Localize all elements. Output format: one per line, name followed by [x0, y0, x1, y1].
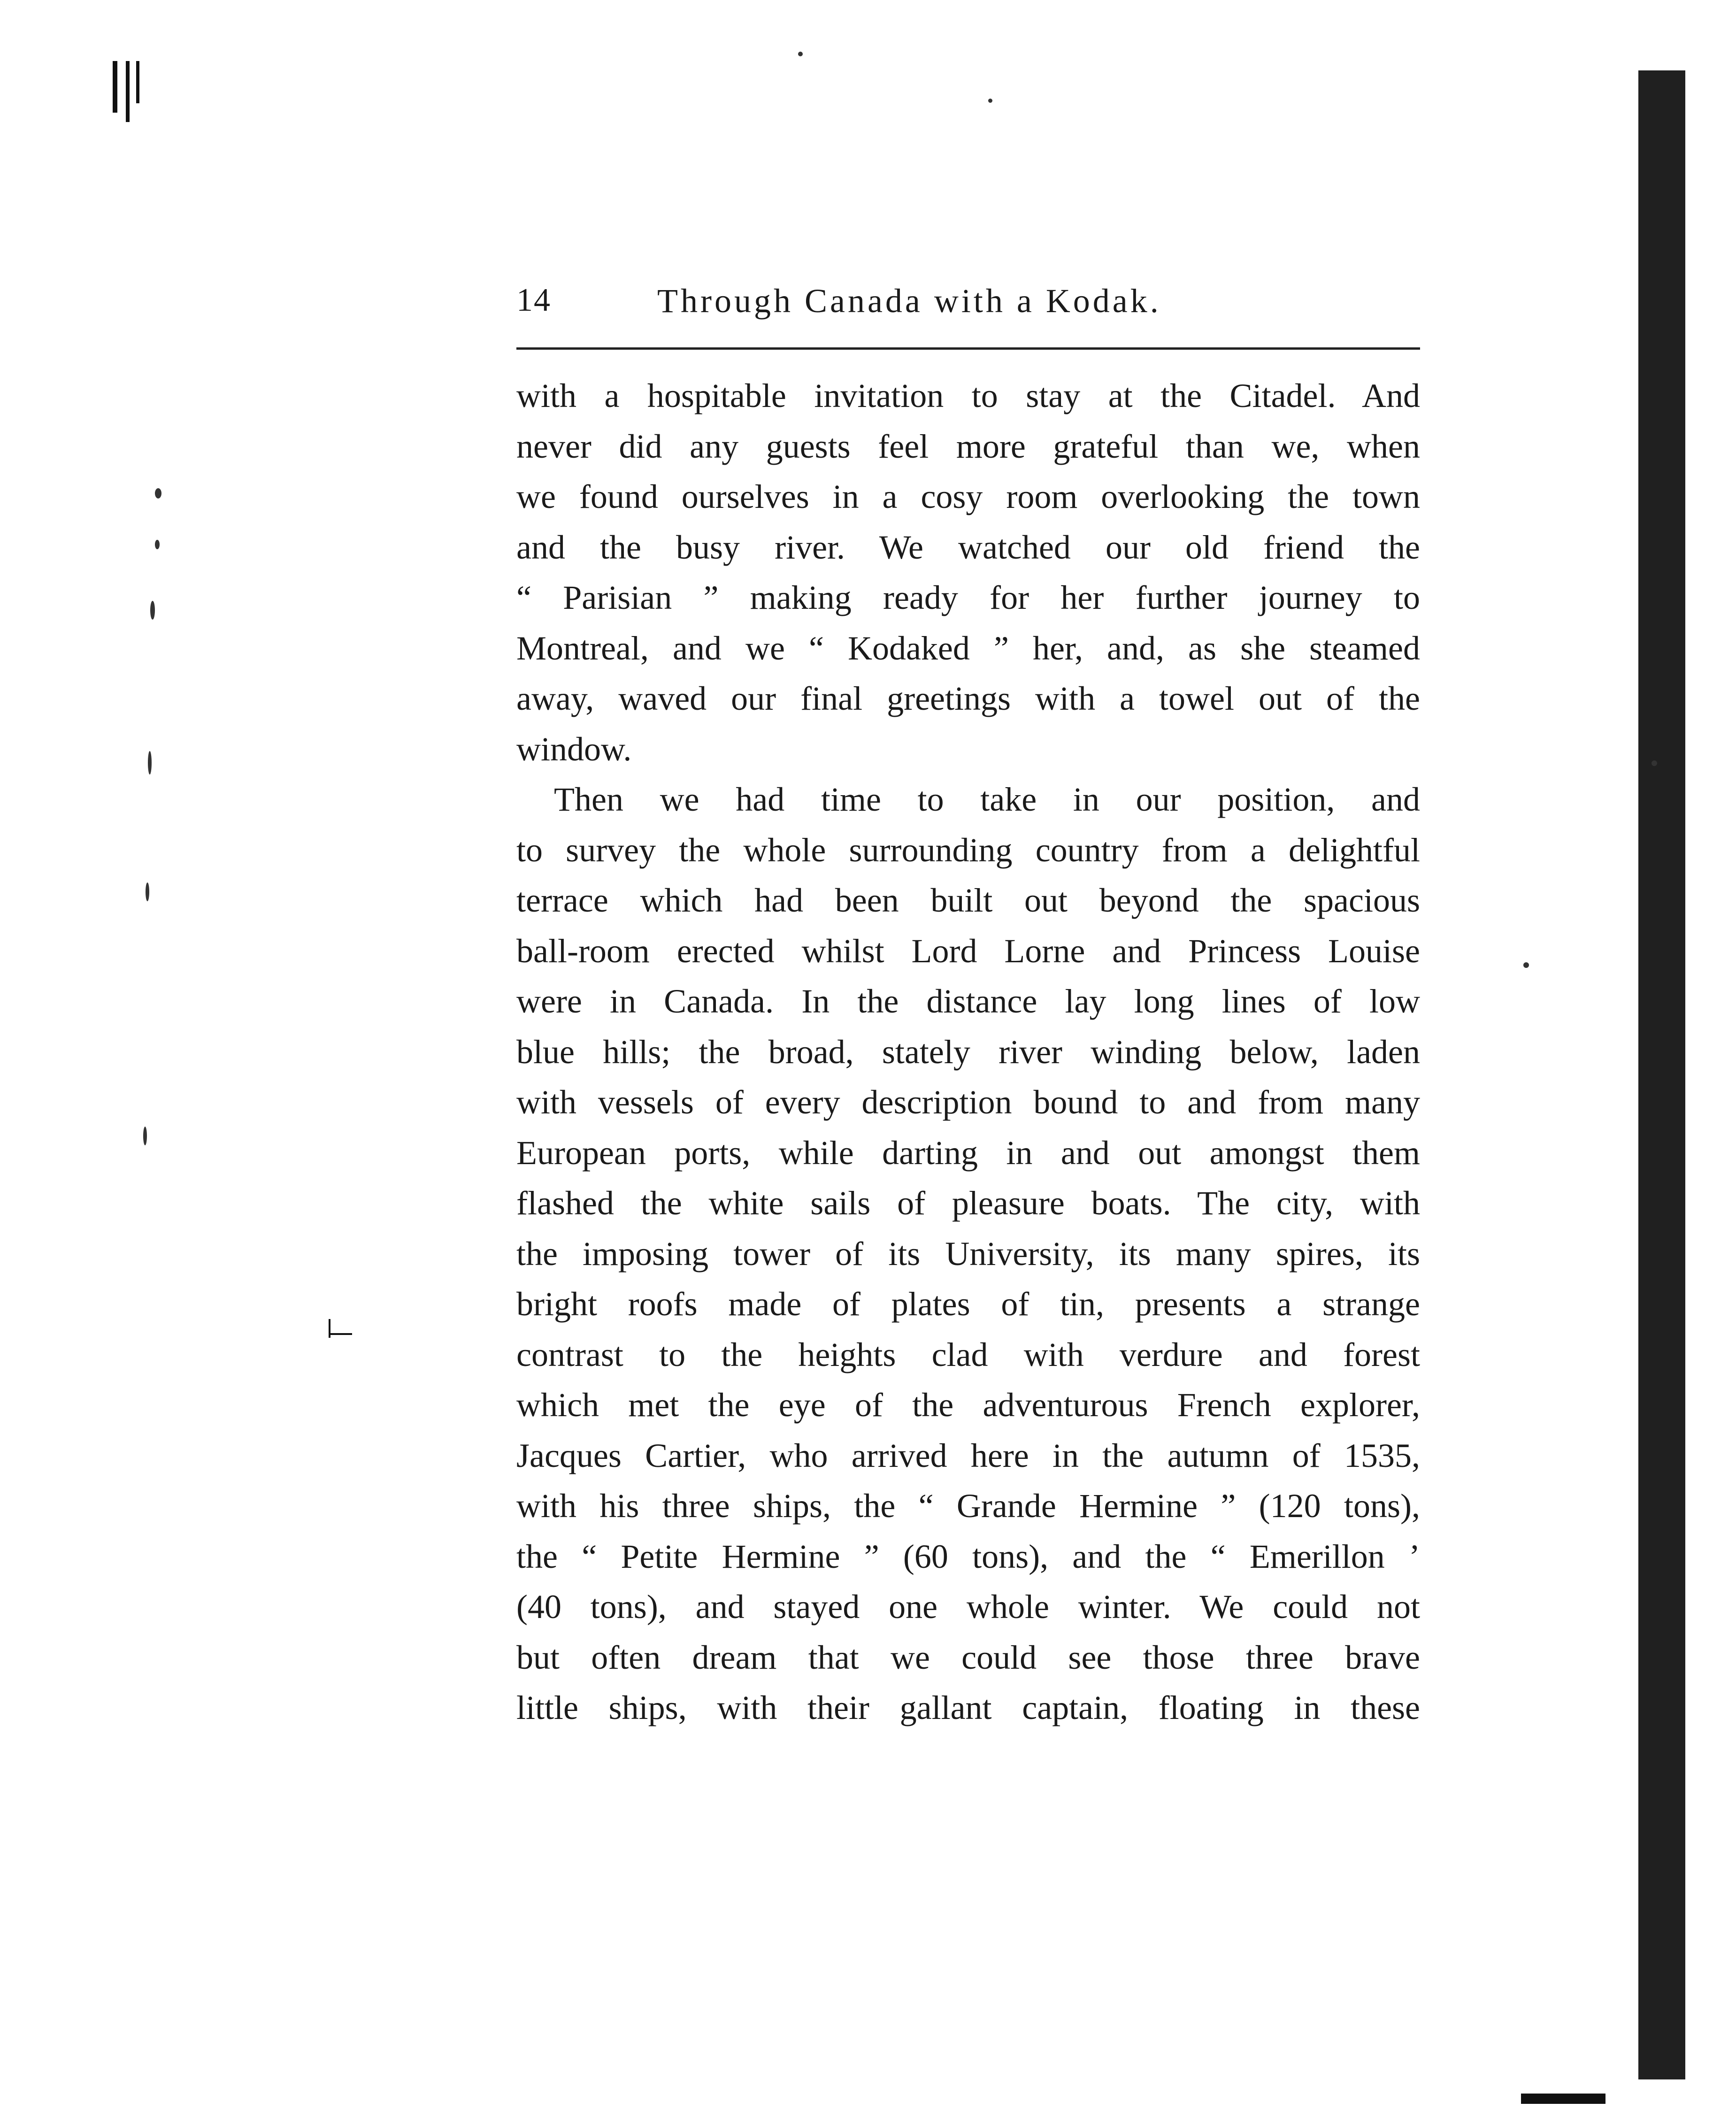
- header-rule: [516, 347, 1420, 350]
- text-line: the “ Petite Hermine ” (60 tons), and the “ Emerillon ’: [516, 1537, 1420, 1575]
- scan-speck: [1523, 962, 1529, 968]
- text-line: with his three ships, the “ Grande Hermine ” (120 tons),: [516, 1487, 1420, 1525]
- running-header: [516, 272, 1420, 324]
- text-line: flashed the white sails of pleasure boats. The city, with: [516, 1184, 1420, 1222]
- scan-edge-bar-bottom: [1521, 2094, 1605, 2104]
- scan-line-mark: [329, 1319, 330, 1338]
- text-line: the imposing tower of its University, its many spires, its: [516, 1235, 1420, 1273]
- text-line: (40 tons), and stayed one whole winter. We could not: [516, 1588, 1420, 1626]
- scan-speck: [1652, 760, 1657, 766]
- scan-speck: [155, 488, 161, 499]
- text-line: contrast to the heights clad with verdure and forest: [516, 1335, 1420, 1373]
- scan-speck: [155, 540, 160, 549]
- text-line: little ships, with their gallant captain, floating in these: [516, 1689, 1420, 1726]
- running-title: Through Canada with a Kodak.: [657, 282, 1161, 320]
- scan-edge-mark-left-2: [126, 61, 130, 122]
- text-line: bright roofs made of plates of tin, presents a strange: [516, 1285, 1420, 1323]
- paragraph: [516, 371, 1420, 775]
- text-line: which met the eye of the adventurous French explorer,: [516, 1386, 1420, 1424]
- text-line: “ Parisian ” making ready for her further journey to: [516, 579, 1420, 616]
- scan-line-mark: [329, 1333, 352, 1335]
- text-line: we found ourselves in a cosy room overlooking the town: [516, 478, 1420, 515]
- text-line: away, waved our final greetings with a towel out of the: [516, 680, 1420, 717]
- scan-speck: [143, 1127, 147, 1145]
- scan-speck: [148, 751, 152, 775]
- text-line: but often dream that we could see those three brave: [516, 1638, 1420, 1676]
- text-line: Montreal, and we “ Kodaked ” her, and, as she steamed: [516, 629, 1420, 667]
- paragraph: [516, 775, 1420, 1733]
- text-line: never did any guests feel more grateful than we, when: [516, 427, 1420, 465]
- scan-speck: [146, 882, 149, 901]
- scan-speck: [798, 52, 803, 56]
- text-line: with a hospitable invitation to stay at the Citadel. And: [516, 377, 1420, 414]
- scan-edge-mark-left: [113, 61, 117, 113]
- text-line: ball-room erected whilst Lord Lorne and Princess Louise: [516, 932, 1420, 970]
- scan-speck: [150, 601, 155, 620]
- scan-edge-bar-right: [1638, 70, 1685, 2079]
- text-line: with vessels of every description bound to and from many: [516, 1083, 1420, 1121]
- text-line: were in Canada. In the distance lay long lines of low: [516, 982, 1420, 1020]
- text-line: blue hills; the broad, stately river winding below, laden: [516, 1033, 1420, 1071]
- page-number: 14: [516, 282, 551, 318]
- scan-edge-mark-left-3: [136, 61, 139, 103]
- scan-speck: [988, 99, 992, 103]
- text-line: terrace which had been built out beyond the spacious: [516, 882, 1420, 919]
- text-line: window.: [516, 730, 632, 768]
- text-line: to survey the whole surrounding country from a delightful: [516, 831, 1420, 869]
- text-line: European ports, while darting in and out amongst them: [516, 1134, 1420, 1172]
- text-line: and the busy river. We watched our old friend the: [516, 528, 1420, 566]
- text-line: Jacques Cartier, who arrived here in the autumn of 1535,: [516, 1436, 1420, 1474]
- body-text: [516, 371, 1420, 1733]
- text-line: Then we had time to take in our position, and: [554, 781, 1420, 818]
